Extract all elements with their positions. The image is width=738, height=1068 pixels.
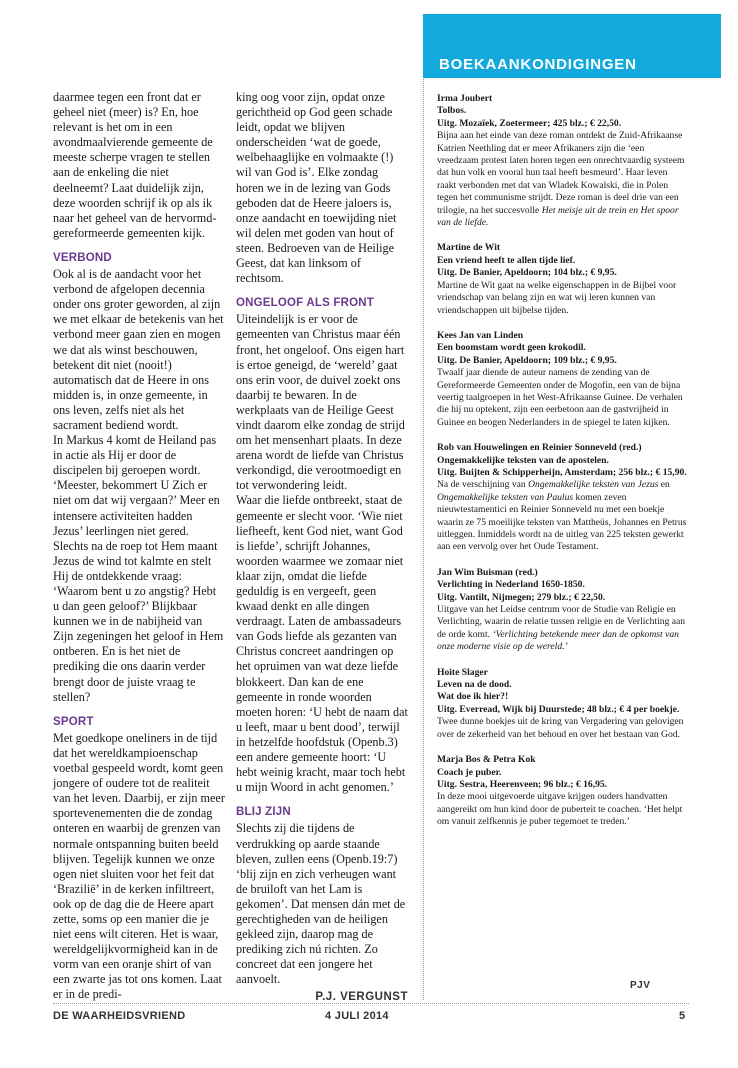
book-entry (437, 93, 687, 229)
section-heading-sport: SPORT (53, 715, 94, 728)
book-description: Twaalf jaar diende de auteur namens de zending van de Gereformeerde Gemeenten onder de Mogofin, een van de bijna veertig taalgroepen in het West-Afrikaanse Guinee. De verhalen die hij nu optekent, zijn een eerbetoon aan de gastvrijheid in Guinee en beogen Nederlanders in de spiegel te laten kijken. (437, 367, 683, 428)
book-author: Irma Joubert (437, 93, 493, 104)
section-heading-ongeloof: ONGELOOF ALS FRONT (236, 297, 374, 310)
article-column-2 (236, 90, 408, 1006)
book-author: Kees Jan van Linden (437, 329, 524, 341)
book-entry (437, 754, 687, 828)
sidebar-title: BOEKAANKONDIGINGEN (439, 56, 637, 73)
book-title: Verlichting in Nederland 1650-1850. (437, 579, 585, 591)
book-publisher: Uitg. Everread, Wijk bij Duurstede; 48 blz.; € 4 per boekje. (437, 703, 680, 715)
book-title: Een boomstam wordt geen krokodil. (437, 342, 586, 354)
book-author: Hoite Slager (437, 666, 488, 678)
section-heading-blij-zijn: BLIJ ZIJN (236, 806, 291, 819)
book-publisher: Uitg. Vantilt, Nijmegen; 279 blz.; € 22,50. (437, 591, 606, 603)
paragraph: king oog voor zijn, opdat onze gerichtheid op God geen schade leidt, opdat we blijven onderscheiden ‘wat de goede, welbehaaglijke en volmaakte (!) wil van God is’. Elke zondag horen we in de lezing van Gods geboden dat de Heere jaloers is, onze aandacht en toewijding niet wil delen met goden van hout of steen. Bedroeven van de Heilige Geest, dat kan linksom of rechtsom. (236, 90, 397, 286)
paragraph: Met goedkope oneliners in de tijd dat het wereldkampioenschap voetbal gespeeld wordt, komt geen jongere of oudere tot de realiteit van het leven. Daarbij, er zijn meer sportevenementen die de zondag onteren en waarbij de grenzen van normale ontspanning buiten beeld blijven. Tegelijk kunnen we onze ogen niet sluiten voor het feit dat ‘Brazilië’ in de kerken infiltreert, ook op de dag die de Heere apart zette, soms op een manier die je niet eens wilt citeren. Het is waar, wereldgelijkvormigheid kan in de vorm van een oranje shirt of van een zwarte jas tot ons komen. Laat er in de predi- (53, 730, 225, 1002)
paragraph: Waar die liefde ontbreekt, staat de gemeente er slecht voor. ‘Wie niet liefheeft, kent God niet, want God is liefde’, schrijft Johannes, woorden waarmee we zomaar niet klaar zijn, omdat die liefde geduldig is en vergeeft, geen kwaad denkt en alle dingen verdraagt. Laten de ambassadeurs van Gods liefde als gezanten van Christus concreet aandringen op het opruimen van wat deze liefde blokkeert. Dan kan de ene gemeente in ronde woorden moeten horen: ‘U hebt de naam dat u leeft, maar u bent dood’, terwijl in hetzelfde hoofdstuk (Openb.3) een andere gemeente hoort: ‘U hebt weinig kracht, maar toch hebt u mijn Woord in acht genomen.’ (236, 493, 408, 795)
book-author: Rob van Houwelingen en Reinier Sonneveld (red.) (437, 442, 642, 454)
footer-divider (53, 1003, 689, 1004)
book-author: Jan Wim Buisman (red.) (437, 566, 538, 578)
book-publisher: Uitg. Buijten & Schipperheijn, Amsterdam; 256 blz.; € 15,90. (437, 466, 687, 478)
book-entry (437, 667, 687, 741)
book-title: Leven na de dood. (437, 679, 512, 691)
footer-publication: DE WAARHEIDSVRIEND (53, 1010, 186, 1022)
book-entry (437, 567, 687, 654)
book-publisher: Uitg. De Banier, Apeldoorn; 109 blz.; € 9,95. (437, 354, 617, 366)
book-publisher: Uitg. Sestra, Heerenveen; 96 blz.; € 16,95. (437, 778, 608, 790)
sidebar-signature: PJV (630, 980, 651, 991)
paragraph: daarmee tegen een front dat er geheel niet (meer) is? En, hoe relevant is het om in een avondmaalvierende gemeente de meeste scherpe vragen te stellen aan de enkeling die niet deelneemt? Laat duidelijk zijn, deze woorden schrijf ik op als ik naar het geheel van de hervormd-gereformeerde gemeenten kijk. (53, 90, 217, 240)
book-announcements (437, 93, 687, 842)
footer-date: 4 JULI 2014 (325, 1010, 389, 1022)
paragraph: Uiteindelijk is er voor de gemeenten van Christus maar één front, het ongeloof. Ons eigen hart is ertoe geneigd, de ‘wereld’ gaat ons erin voor, de duivel zoekt ons daarbij te bewaren. In de werkplaats van de Heilige Geest vindt daarom elke zondag de strijd om het mensenhart plaats. In deze arena wordt de liefde van Christus verkondigd, die verootmoedigt en tot verwondering leidt. (236, 312, 405, 493)
book-title: Coach je puber. (437, 766, 502, 778)
paragraph: Slechts zij die tijdens de verdrukking op aarde staande bleven, zullen eens (Openb.19:7) ‘blij zijn en zich verheugen want de bruiloft van het Lam is gekomen’. Dat mensen dán met de gerechtigheden van de heiligen gekleed zijn, daarop mag de prediking zich nú richten. Zo concreet dat een jongere het aanvoelt. (236, 821, 406, 987)
page-number: 5 (679, 1010, 686, 1022)
book-description: Twee dunne boekjes uit de kring van Vergadering van gelovigen over de zekerheid van het behoud en over het bestaan van God. (437, 716, 684, 740)
book-title: Een vriend heeft te allen tijde lief. (437, 254, 576, 266)
book-author: Martine de Wit (437, 242, 501, 254)
paragraph: Ook al is de aandacht voor het verbond de afgelopen decennia onder ons groter geworden, al zijn we met elkaar de betekenis van het verbond meer gaan zien en mogen we dat als winst beschouwen, betekent dit niet (nooit!) automatisch dat de Heere in ons midden is, in onze gemeente, in ons leven, zelfs niet als het sacrament bediend wordt. (53, 267, 224, 432)
book-title: Tolbos. (437, 105, 467, 117)
book-subtitle: Wat doe ik hier?! (437, 691, 509, 703)
book-description: In deze mooi uitgevoerde uitgave krijgen ouders handvatten aangereikt om hun kind door de puberteit te coachen. ‘Het helpt om vanuit zelfkennis je puber tegemoet te treden.’ (437, 791, 683, 828)
book-entry (437, 330, 687, 429)
book-entry (437, 242, 687, 316)
book-entry (437, 442, 687, 554)
column-divider (423, 64, 424, 1000)
book-title: Ongemakkelijke teksten van de apostelen. (437, 454, 609, 466)
book-publisher: Uitg. De Banier, Apeldoorn; 104 blz.; € 9,95. (437, 267, 617, 279)
book-author: Marja Bos & Petra Kok (437, 754, 536, 766)
paragraph: In Markus 4 komt de Heiland pas in actie als Hij er door de discipelen bij geroepen wordt. ‘Meester, bekommert U Zich er niet om dat wij vergaan?’ Meer en intensere activiteiten hadden Jezus’ leerlingen niet gered. Slechts na de roep tot Hem maant Jezus de wind tot kalmte en stelt Hij de ontdekkende vraag: ‘Waarom bent u zo angstig? Hebt u dan geen geloof?’ Blijkbaar kunnen we in de nabijheid van Zijn zegeningen het geloof in Hem ontberen. En is het niet de prediking die ons daarin verder brengt door de juiste vraag te stellen? (53, 433, 224, 704)
book-publisher: Uitg. Mozaïek, Zoetermeer; 425 blz.; € 22,50. (437, 117, 622, 129)
book-description: Bijna aan het einde van deze roman ontdekt de Zuid-Afrikaanse Katrien Neethling dat er meer Afrikaners zijn die ‘een vreedzaam protest laten horen tegen een onrechtvaardig systeem dat hun volk en vooral hun taal heeft besmeurd’. Haar leven raakt verbonden met dat van Wladek Kowalski, die in Polen tegen het communisme strijdt. Deze roman is deel drie van een trilogie, na het succesvolle Het meisje uit de trein en Het spoor van de liefde. (437, 130, 685, 229)
book-description: Na de verschijning van Ongemakkelijke teksten van Jezus en Ongemakkelijke teksten van Paulus komen zeven nieuwtestamentici en Reinier Sonneveld nu met een boekje waarin ze 75 moeilijke teksten van Mattheüs, Johannes en Petrus uitleggen. Inmiddels wordt na de uitleg van 225 teksten gewerkt aan een vervolg over het Oude Testament. (437, 479, 687, 553)
section-heading-verbond: VERBOND (53, 251, 112, 264)
book-description: Martine de Wit gaat na welke eigenschappen in de Bijbel voor vriendschap van belang zijn en wat wij leren kunnen van vriendschappen uit bijbelse tijden. (437, 279, 677, 316)
article-author: P.J. VERGUNST (315, 991, 408, 1004)
book-description: Uitgave van het Leidse centrum voor de Studie van Religie en Verlichting, waarin de relatie tussen religie en de Verlichting aan de orde komt. ‘Verlichting betekende meer dan de opkomst van onze moderne visie op de wereld.’ (437, 604, 686, 653)
article-column-1 (53, 90, 225, 1003)
